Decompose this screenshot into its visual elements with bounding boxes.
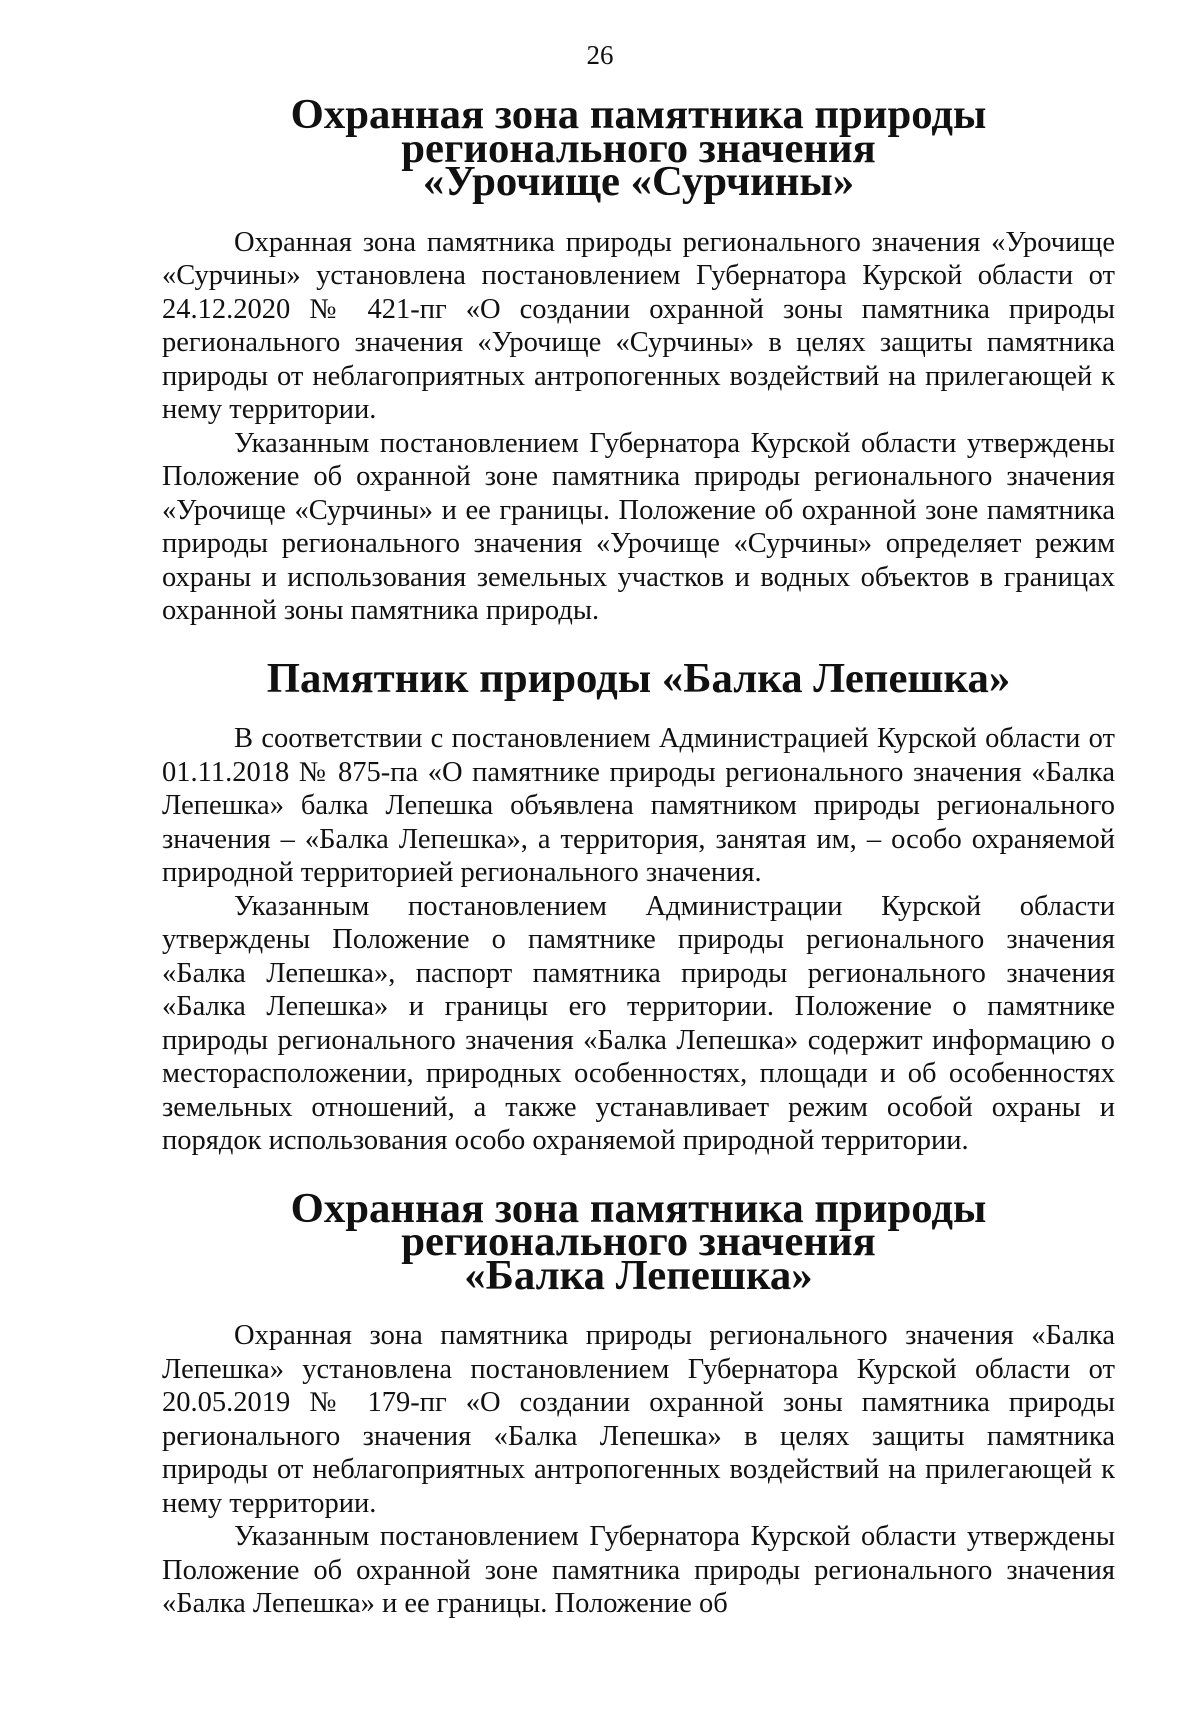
section-heading [162, 654, 1115, 702]
paragraph: В соответствии с постановлением Администрацией Курской области от 01.11.2018 № 875-па «О памятнике природы регионального значения «Балка Лепешка» балка Лепешка объявлена памятником природы регионального значения – «Балка Лепешка», а территория, занятая им, – особо охраняемой природной территорией регионального значения. [162, 723, 1115, 888]
section-heading [162, 1184, 1115, 1299]
paragraph: Охранная зона памятника природы регионального значения «Балка Лепешка» установлена постановлением Губернатора Курской области от 20.05.2019 № 179-пг «О создании охранной зоны памятника природы регионального значения «Балка Лепешка» в целях защиты памятника природы от неблагоприятных антропогенных воздействий на прилегающей к нему территории. [162, 1320, 1115, 1519]
heading-line: «Урочище «Сурчины» [422, 158, 855, 205]
heading-line: «Балка Лепешка» [464, 1251, 813, 1299]
page-number: 26 [586, 40, 614, 70]
heading-line: Памятник природы «Балка Лепешка» [266, 654, 1011, 702]
paragraph: Указанным постановлением Администрации Курской области утверждены Положение о памятнике природы регионального значения «Балка Лепешка», паспорт памятника природы регионального значения «Балка Лепешка» и границы его территории. Положение о памятнике природы регионального значения «Балка Лепешка» содержит информацию о месторасположении, природных особенностях, площади и об особенностях земельных отношений, а также устанавливает режим особой охраны и порядок использования особо охраняемой природной территории. [162, 890, 1115, 1156]
heading-line: Охранная зона памятника природы регионального значения [290, 91, 987, 172]
document-body [162, 91, 1115, 1621]
paragraph: Указанным постановлением Губернатора Курской области утверждены Положение об охранной зоне памятника природы регионального значения «Балка Лепешка» и ее границы. Положение об [162, 1521, 1115, 1619]
paragraph: Указанным постановлением Губернатора Курской области утверждены Положение об охранной зоне памятника природы регионального значения «Урочище «Сурчины» и ее границы. Положение об охранной зоне памятника природы регионального значения «Урочище «Сурчины» определяет режим охраны и использования земельных участков и водных объектов в границах охранной зоны памятника природы. [162, 427, 1115, 626]
paragraph: Охранная зона памятника природы регионального значения «Урочище «Сурчины» установлена постановлением Губернатора Курской области от 24.12.2020 № 421-пг «О создании охранной зоны памятника природы регионального значения «Урочище «Сурчины» в целях защиты памятника природы от неблагоприятных антропогенных воздействий на прилегающей к нему территории. [162, 226, 1115, 425]
section-heading [162, 91, 1115, 205]
heading-line: Охранная зона памятника природы регионального значения [290, 1184, 987, 1265]
